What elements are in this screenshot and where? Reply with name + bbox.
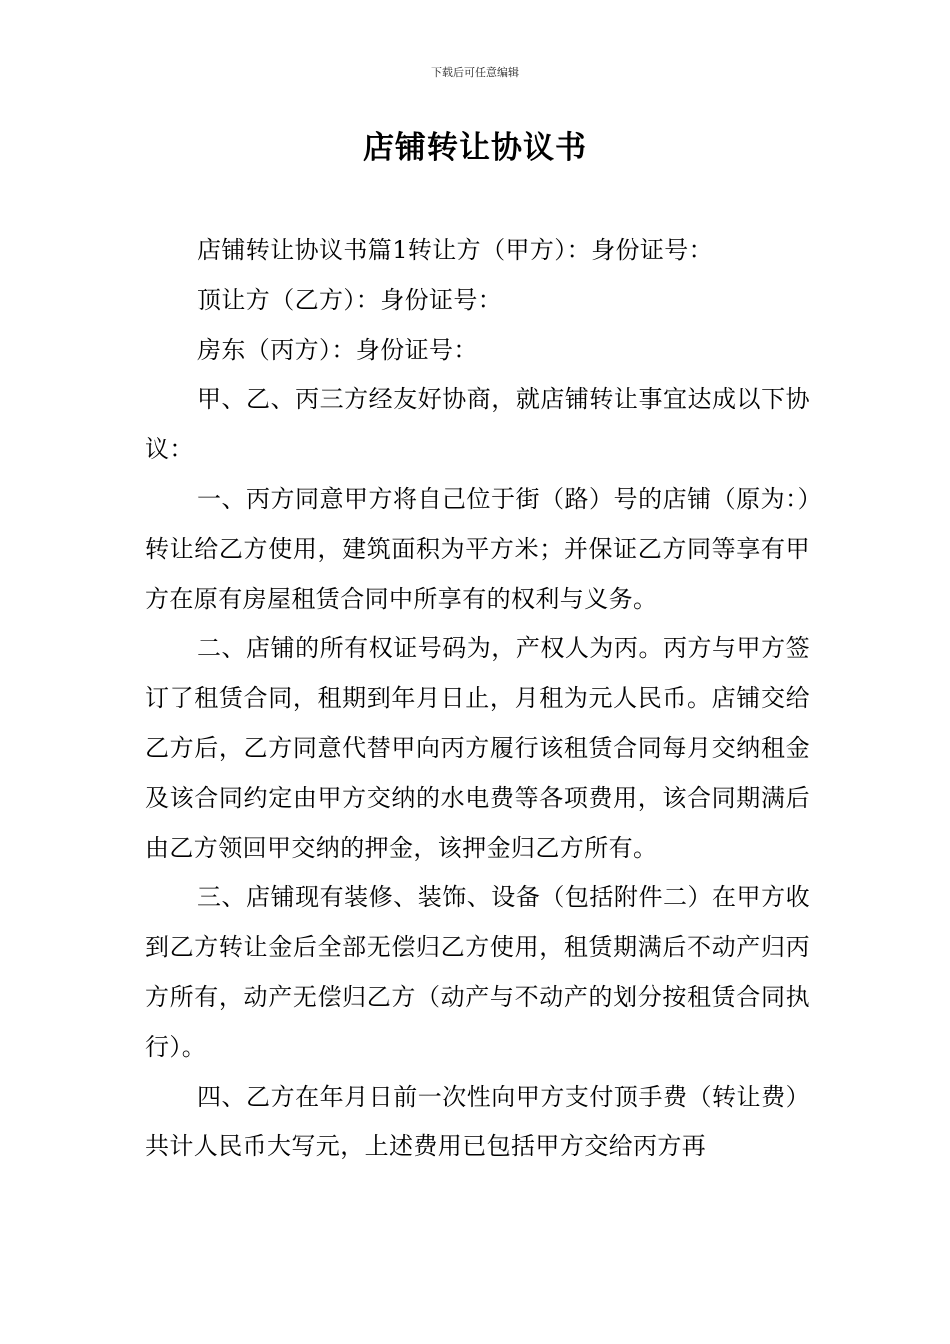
document-title: 店铺转让协议书 — [363, 130, 587, 166]
paragraph-preamble: 甲、乙、丙三方经友好协商，就店铺转让事宜达成以下协议： — [145, 385, 810, 464]
paragraph-clause-4: 四、乙方在年月日前一次性向甲方支付顶手费（转让费）共计人民币大写元，上述费用已包括甲方交给丙方再 — [145, 1082, 810, 1161]
paragraph-clause-2: 二、店铺的所有权证号码为，产权人为丙。丙方与甲方签订了租赁合同，租期到年月日止，月租为元人民币。店铺交给乙方后，乙方同意代替甲向丙方履行该租赁合同每月交纳租金及该合同约定由甲方交纳的水电费等各项费用，该合同期满后由乙方领回甲交纳的押金，该押金归乙方所有。 — [145, 634, 810, 862]
header-note: 下载后可任意编辑 — [431, 66, 519, 79]
paragraph-parties-transferor: 店铺转让协议书篇1转让方（甲方）：身份证号： — [197, 236, 714, 264]
paragraph-clause-1: 一、丙方同意甲方将自己位于街（路）号的店铺（原为：）转让给乙方使用，建筑面积为平方米；并保证乙方同等享有甲方在原有房屋租赁合同中所享有的权利与义务。 — [145, 484, 810, 613]
document-body — [145, 226, 810, 1172]
paragraph-clause-3: 三、店铺现有装修、装饰、设备（包括附件二）在甲方收到乙方转让金后全部无偿归乙方使用，租赁期满后不动产归丙方所有，动产无偿归乙方（动产与不动产的划分按租赁合同执行）。 — [145, 883, 810, 1061]
paragraph-parties-landlord: 房东（丙方）：身份证号： — [197, 335, 478, 364]
paragraph-parties-transferee: 顶让方（乙方）：身份证号： — [197, 285, 503, 314]
